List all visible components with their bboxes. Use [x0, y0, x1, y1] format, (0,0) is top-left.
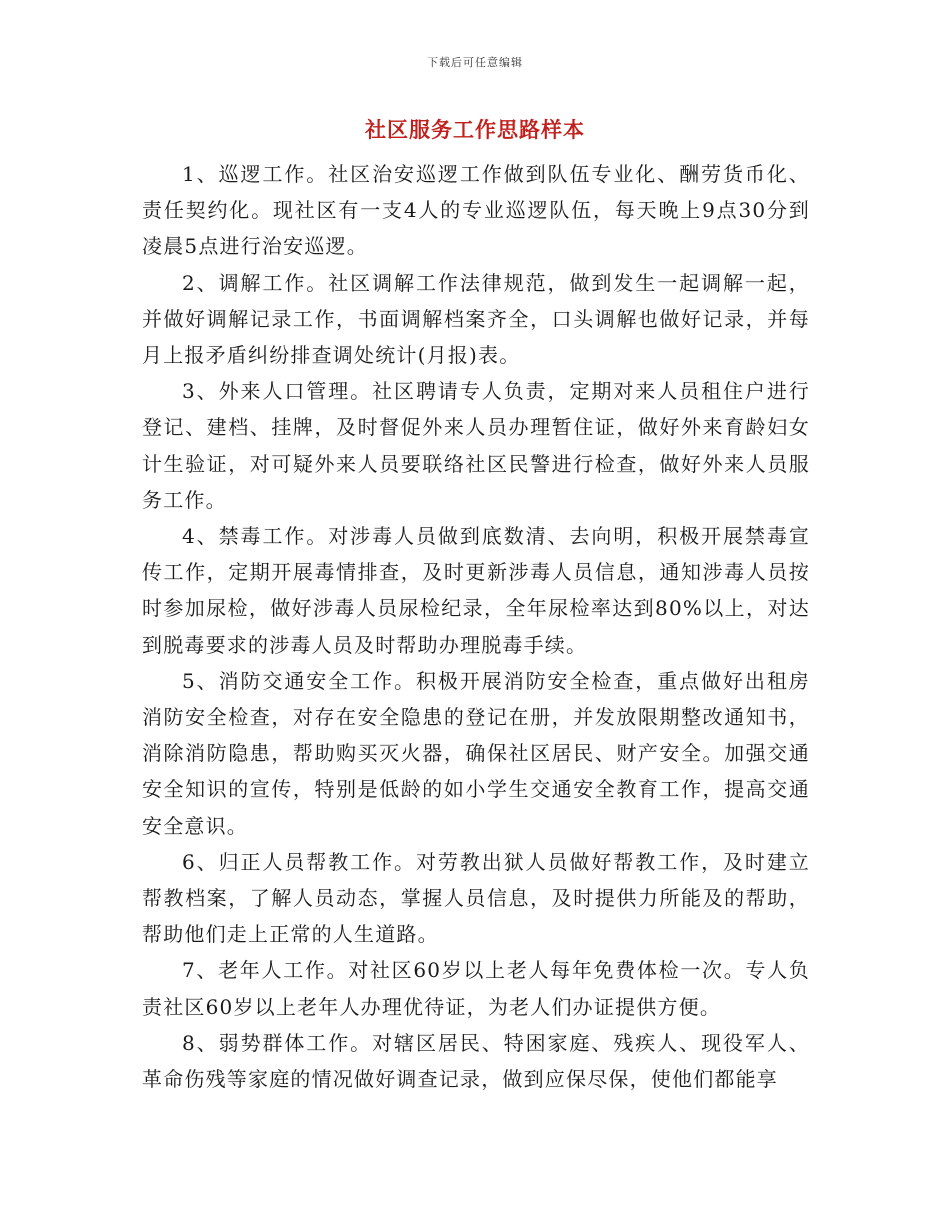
document-title: 社区服务工作思路样本	[365, 117, 585, 142]
paragraph-patrol: 1、巡逻工作。社区治安巡逻工作做到队伍专业化、酬劳货币化、责任契约化。现社区有一支4人的专业巡逻队伍，每天晚上9点30分到凌晨5点进行治安巡逻。	[142, 162, 810, 259]
header-note: 下载后可任意编辑	[427, 56, 523, 69]
paragraph-vulnerable-groups: 8、弱势群体工作。对辖区居民、特困家庭、残疾人、现役军人、革命伤残等家庭的情况做好调查记录，做到应保尽保，使他们都能享	[142, 1030, 810, 1092]
paragraph-elderly: 7、老年人工作。对社区60岁以上老人每年免费体检一次。专人负责社区60岁以上老年人办理优待证，为老人们办证提供方便。	[142, 958, 810, 1019]
paragraph-rehabilitation: 6、归正人员帮教工作。对劳教出狱人员做好帮教工作，及时建立帮教档案，了解人员动态，掌握人员信息，及时提供力所能及的帮助，帮助他们走上正常的人生道路。	[142, 849, 810, 947]
paragraph-fire-traffic-safety: 5、消防交通安全工作。积极开展消防安全检查，重点做好出租房消防安全检查，对存在安全隐患的登记在册，并发放限期整改通知书，消除消防隐患，帮助购买灭火器，确保社区居民、财产安全。加强交通安全知识的宣传，特别是低龄的如小学生交通安全教育工作，提高交通安全意识。	[142, 668, 810, 838]
paragraph-drug-control: 4、禁毒工作。对涉毒人员做到底数清、去向明，积极开展禁毒宣传工作，定期开展毒情排查，及时更新涉毒人员信息，通知涉毒人员按时参加尿检，做好涉毒人员尿检纪录，全年尿检率达到80%以上，对达到脱毒要求的涉毒人员及时帮助办理脱毒手续。	[142, 524, 810, 657]
document-body	[142, 156, 810, 1097]
paragraph-migrant-management: 3、外来人口管理。社区聘请专人负责，定期对来人员租住户进行登记、建档、挂牌，及时督促外来人员办理暂住证，做好外来育龄妇女计生验证，对可疑外来人员要联络社区民警进行检查，做好外来人员服务工作。	[142, 379, 810, 512]
paragraph-mediation: 2、调解工作。社区调解工作法律规范，做到发生一起调解一起，并做好调解记录工作，书面调解档案齐全，口头调解也做好记录，并每月上报矛盾纠纷排查调处统计(月报)表。	[142, 270, 810, 368]
